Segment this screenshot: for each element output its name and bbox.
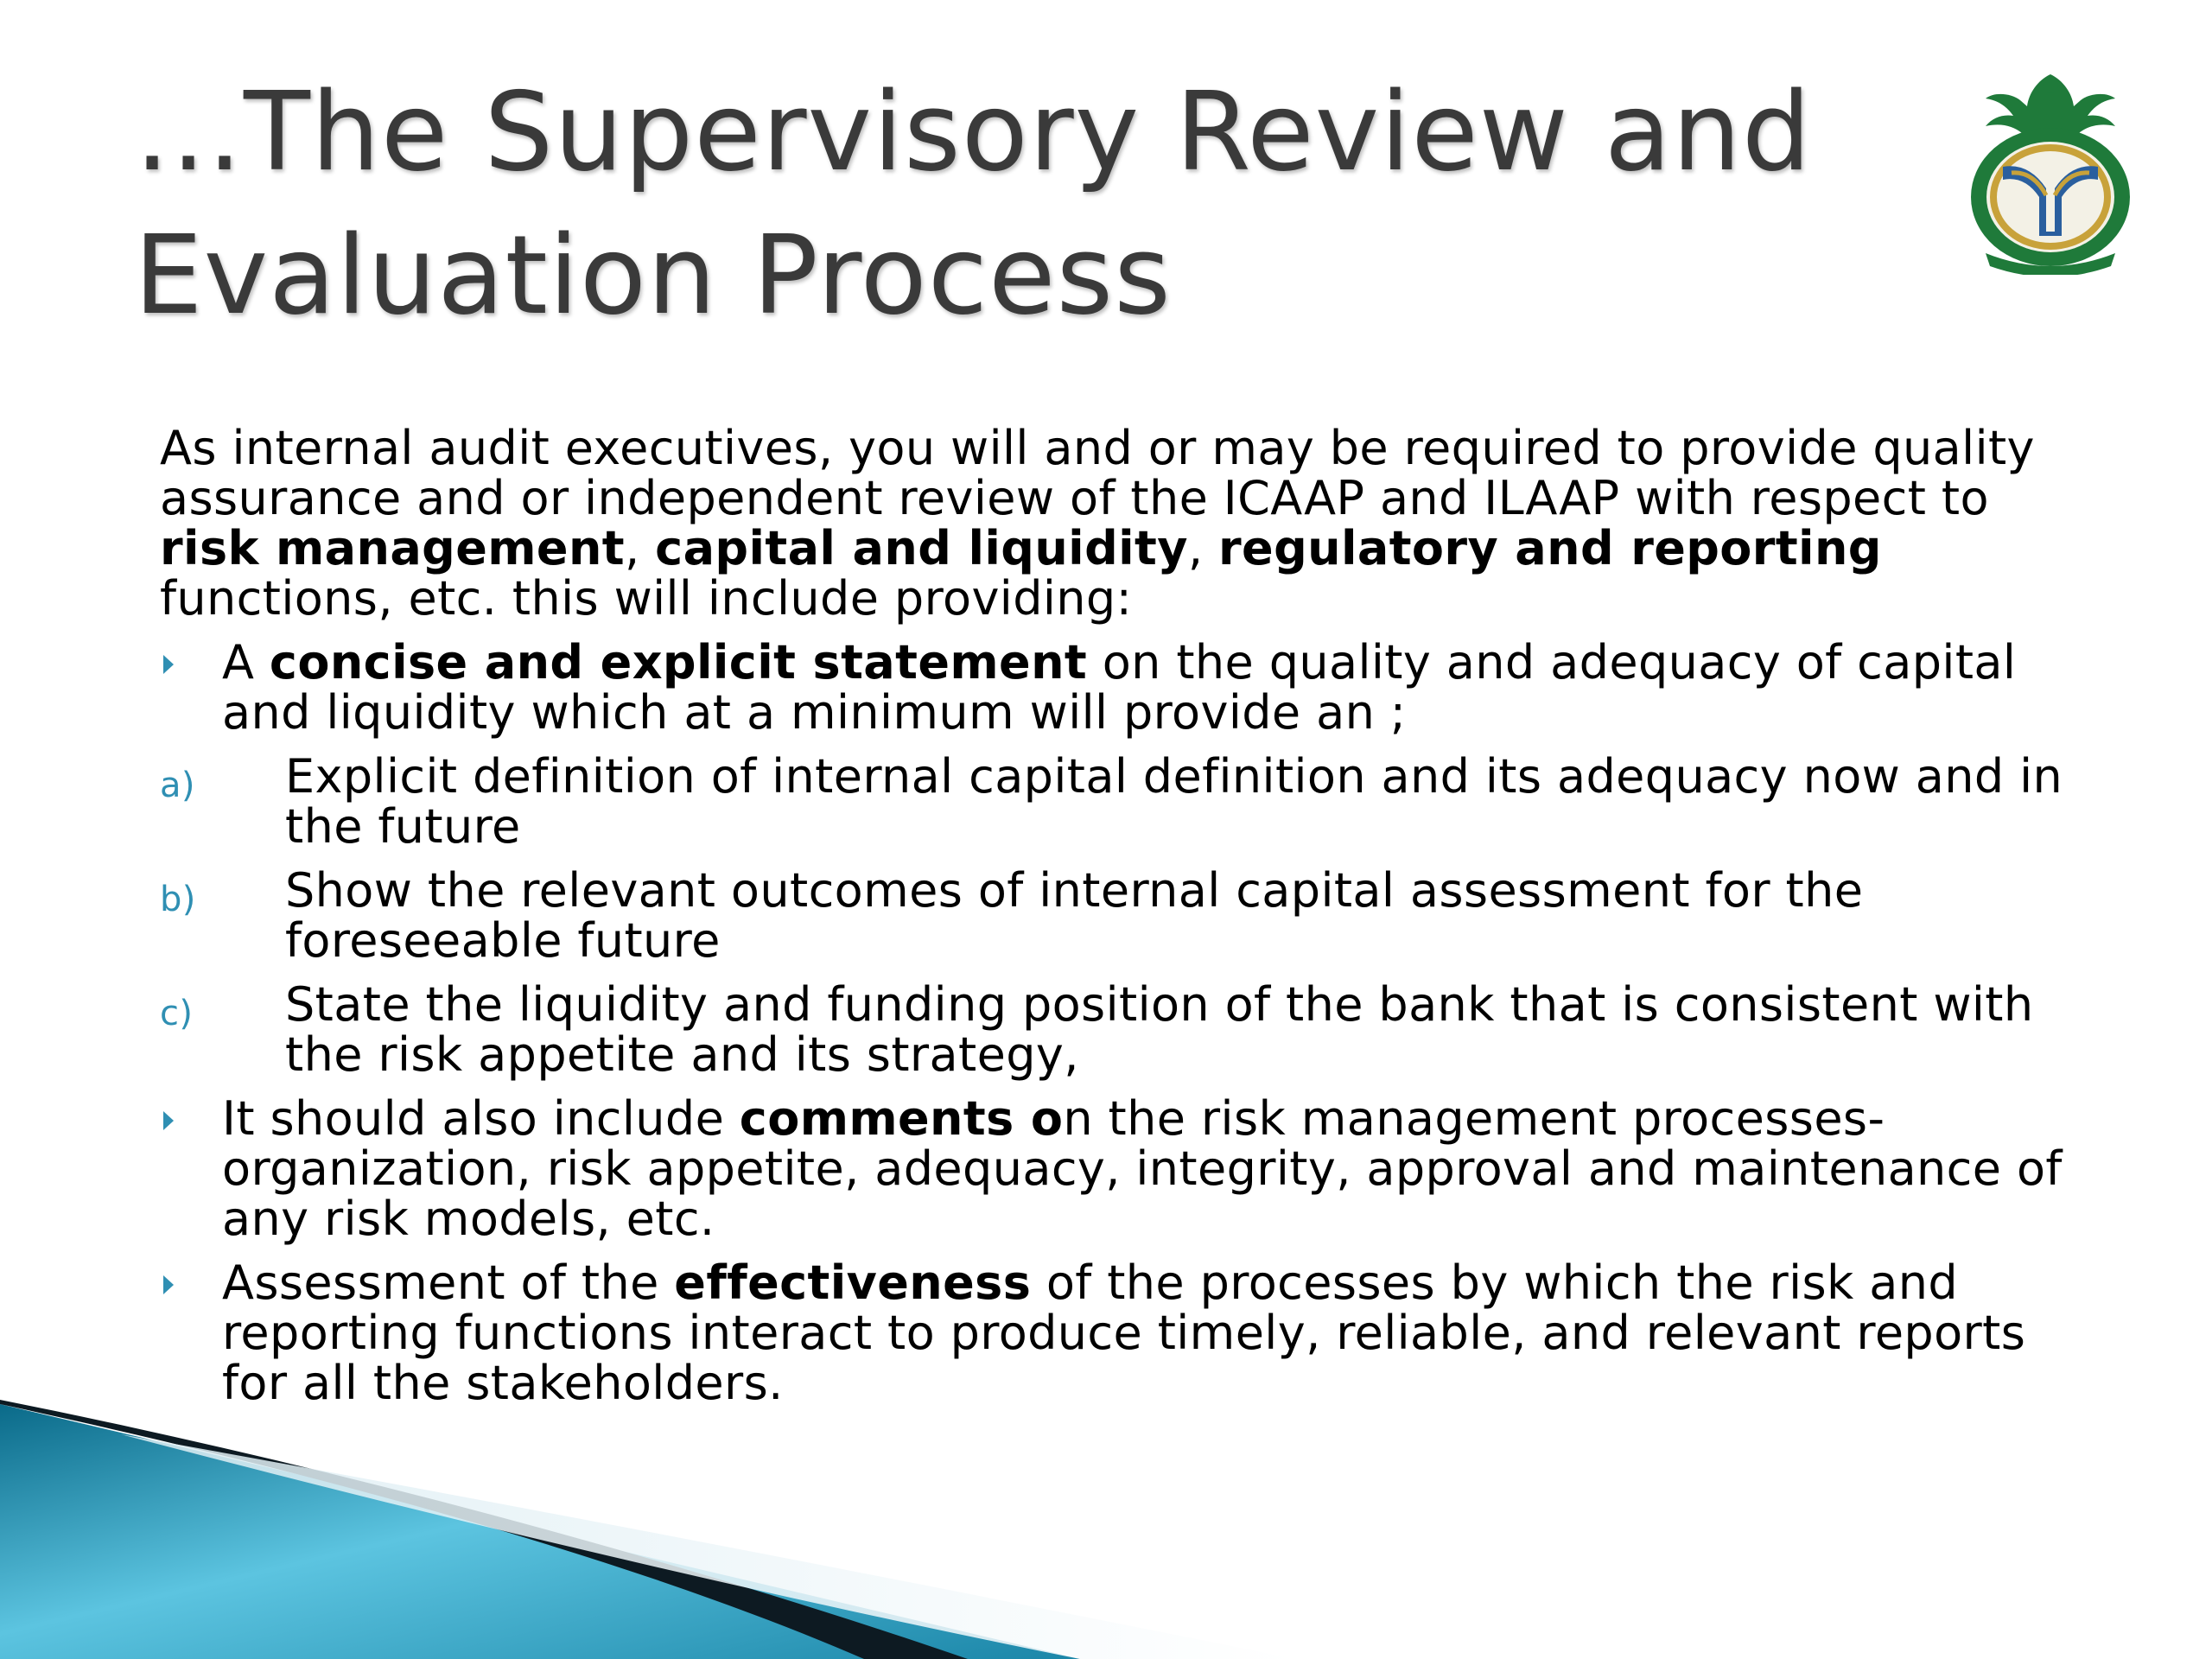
title-line-1: …The Supervisory Review and [134, 68, 1812, 195]
bullet1-bold: concise and explicit statement [269, 635, 1088, 690]
sub-item-label: a) [160, 766, 195, 805]
bullet3-bold: effectiveness [674, 1255, 1032, 1310]
intro-bold-regulatory-reporting: regulatory and reporting [1218, 521, 1882, 575]
intro-text-2: , [625, 521, 656, 575]
bullet2-bold: comments o [739, 1091, 1064, 1146]
bullet1-text-2: on the quality and adequacy of capital and liquidity which at a minimum will provide an ; [222, 635, 2017, 740]
bullet2-text-1: It should also include [222, 1091, 740, 1146]
intro-text-4: functions, etc. this will include providing: [160, 571, 1133, 626]
sub-item-text: State the liquidity and funding position of the bank that is consistent with the risk appetite and its strategy, [285, 977, 2034, 1082]
sub-item-label: c) [160, 994, 194, 1033]
bullet2-text-2: n the risk management processes- organization, risk appetite, adequacy, integrity, approval and maintenance of any risk models, etc. [222, 1091, 2063, 1246]
bullet3-text-1: Assessment of the [222, 1255, 675, 1310]
sub-item-label: b) [160, 880, 196, 919]
intro-text-3: , [1187, 521, 1219, 575]
sub-item-text: Explicit definition of internal capital definition and its adequacy now and in the future [285, 749, 2063, 854]
intro-text-1: As internal audit executives, you will and or may be required to provide quality assurance and or independent review of the ICAAP and ILAAP with respect to [160, 421, 2035, 525]
sub-item-text: Show the relevant outcomes of internal capital assessment for the foreseeable future [285, 863, 1864, 968]
intro-bold-risk-management: risk management [160, 521, 626, 575]
bullet1-text-1: A [222, 635, 270, 690]
title-line-2: Evaluation Process [134, 212, 1172, 339]
bullet3-text-2: of the processes by which the risk and reporting functions interact to produce timely, reliable, and relevant reports for all the stakeholders. [222, 1255, 2026, 1410]
intro-bold-capital-liquidity: capital and liquidity [655, 521, 1188, 575]
